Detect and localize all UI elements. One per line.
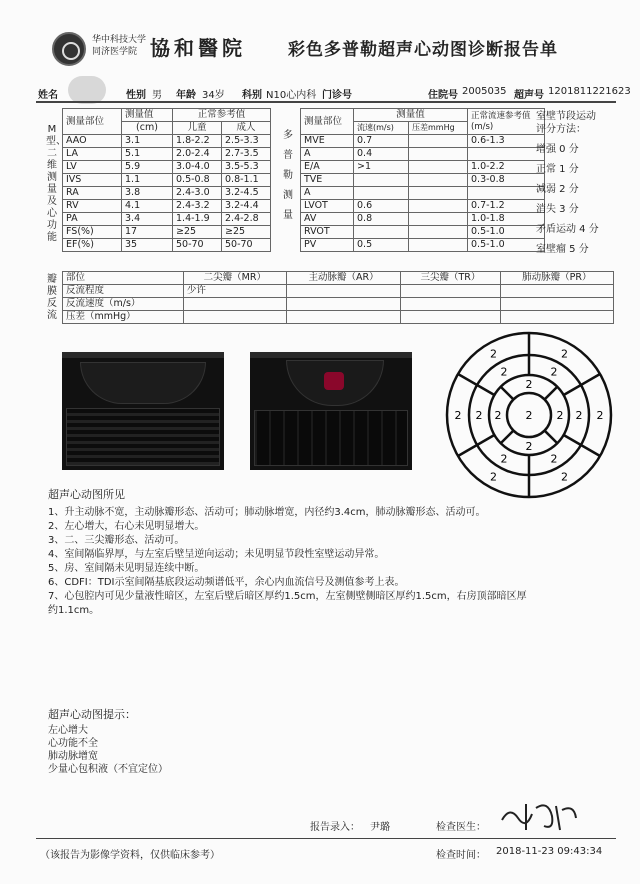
report-header <box>52 28 612 72</box>
table-cell: 2.7-3.5 <box>222 148 271 161</box>
table-cell: 0.5-0.8 <box>173 174 222 187</box>
table-cell <box>183 298 286 311</box>
table-row <box>301 239 545 252</box>
table-cell: AV <box>301 213 354 226</box>
table-cell: 17 <box>122 226 173 239</box>
segment-score: 2 <box>525 440 533 453</box>
bullseye-divider <box>477 435 494 445</box>
table-cell: RV <box>63 200 122 213</box>
table-cell <box>500 298 613 311</box>
segment-score: 2 <box>500 452 508 466</box>
table-row <box>301 200 545 213</box>
wall-score-item: 正常 1 分 <box>536 164 579 175</box>
table-cell <box>401 298 500 311</box>
table-cell: 0.6 <box>354 200 409 213</box>
table-cell <box>354 187 409 200</box>
table-cell: 0.7 <box>354 135 409 148</box>
table-cell: FS(%) <box>63 226 122 239</box>
report-title: 彩色多普勒超声心动图诊断报告单 <box>288 40 558 60</box>
table-cell: 50-70 <box>173 239 222 252</box>
table-cell <box>183 311 286 324</box>
table-cell: 0.4 <box>354 148 409 161</box>
finding-line: 1、升主动脉不宽，主动脉瓣形态、活动可；肺动脉增宽，内径约3.4cm，肺动脉瓣形态、活动可。 <box>48 507 486 518</box>
bullseye-divider <box>458 445 477 456</box>
doctor-signature <box>496 796 582 836</box>
conclusion-line: 心功能不全 <box>48 738 98 749</box>
inpatient-number: 2005035 <box>462 86 507 97</box>
table-cell: MVE <box>301 135 354 148</box>
patient-info: 姓名 性别 男 年龄 34岁 科别 N10心内科 门诊号 住院号 2005035 超声号 1201811221623 <box>38 82 618 102</box>
table-cell: ≥25 <box>173 226 222 239</box>
table-cell: 0.8-1.1 <box>222 174 271 187</box>
table-cell <box>409 213 468 226</box>
segment-score: 2 <box>550 365 558 379</box>
visit-type: 门诊号 <box>322 90 352 101</box>
segment-score: 2 <box>525 409 533 422</box>
table-cell: 压差（mmHg） <box>63 311 184 324</box>
table-cell: AAO <box>63 135 122 148</box>
ultrasound-doppler-image <box>250 352 412 470</box>
wall-score-item: 矛盾运动 4 分 <box>536 224 599 235</box>
table-cell: 1.8-2.2 <box>173 135 222 148</box>
table-cell: 2.4-3.2 <box>173 200 222 213</box>
segment-score: 2 <box>490 347 497 361</box>
table-cell <box>409 187 468 200</box>
bullseye-divider <box>458 374 477 385</box>
table-cell: LVOT <box>301 200 354 213</box>
table-row <box>63 148 271 161</box>
table-cell <box>409 226 468 239</box>
table-cell: 反流速度（m/s） <box>63 298 184 311</box>
segment-score: 2 <box>475 409 483 422</box>
table-cell <box>409 161 468 174</box>
table-cell: EF(%) <box>63 239 122 252</box>
conclusion-title: 超声心动图提示： <box>48 708 136 721</box>
table-cell: 1.0-2.2 <box>468 161 545 174</box>
table-row <box>301 148 545 161</box>
table-header: 主动脉瓣（AR） <box>286 272 400 285</box>
table-row <box>301 187 545 200</box>
table-cell <box>286 285 400 298</box>
table-cell <box>500 285 613 298</box>
table-cell: LV <box>63 161 122 174</box>
conclusion-line: 少量心包积液（不宜定位） <box>48 764 168 775</box>
table-cell: PV <box>301 239 354 252</box>
table-row <box>63 298 614 311</box>
table-row <box>63 200 271 213</box>
finding-line: 6、CDFI：TDI示室间隔基底段运动频谱低平，余心内血流信号及测值参考上表。 <box>48 577 405 588</box>
table-cell: 2.5-3.3 <box>222 135 271 148</box>
table-cell <box>409 239 468 252</box>
recorder-name: 尹璐 <box>370 822 390 833</box>
table-row <box>301 135 545 148</box>
table-header: 肺动脉瓣（PR） <box>500 272 613 285</box>
wall-score-item: 减弱 2 分 <box>536 184 579 195</box>
table-cell: 0.3-0.8 <box>468 174 545 187</box>
findings-title: 超声心动图所见 <box>48 488 125 501</box>
table-cell: 5.1 <box>122 148 173 161</box>
table-cell: 0.5-1.0 <box>468 239 545 252</box>
bullseye-divider <box>501 431 514 444</box>
segment-score: 2 <box>454 409 462 422</box>
segment-score: 2 <box>500 365 508 379</box>
table-cell <box>409 174 468 187</box>
table-row <box>63 285 614 298</box>
conclusion-line: 左心增大 <box>48 725 88 736</box>
table-cell: 2.4-3.0 <box>173 187 222 200</box>
table-header: 部位 <box>63 272 184 285</box>
table-cell <box>468 148 545 161</box>
bullseye-divider <box>545 431 558 444</box>
table-cell <box>286 298 400 311</box>
table-cell: 3.4 <box>122 213 173 226</box>
table-cell <box>468 187 545 200</box>
table-row <box>63 311 614 324</box>
table-row <box>301 226 545 239</box>
university-name: 华中科技大学 同济医学院 <box>92 35 147 57</box>
table-cell: 3.5-5.3 <box>222 161 271 174</box>
table-row <box>63 174 271 187</box>
wall-motion-scoring: 室壁节段运动 评分方法： 增强 0 分 正常 1 分 减弱 2 分 消失 3 分 矛盾运动 4 分 室壁瘤 5 分 <box>536 110 599 260</box>
bullseye-segment-diagram <box>444 330 614 500</box>
table-cell: 2.0-2.4 <box>173 148 222 161</box>
table-row <box>63 187 271 200</box>
table-cell: 0.5-1.0 <box>468 226 545 239</box>
table-cell: LA <box>63 148 122 161</box>
segment-score: 2 <box>550 452 558 466</box>
table-cell: 0.5 <box>354 239 409 252</box>
dept-value: N10心内科 <box>266 90 317 101</box>
table-cell <box>409 148 468 161</box>
table-cell: 1.1 <box>122 174 173 187</box>
table-cell: 3.0-4.0 <box>173 161 222 174</box>
table-cell <box>409 200 468 213</box>
table-cell <box>401 285 500 298</box>
table-cell: RA <box>63 187 122 200</box>
table-header: 三尖瓣（TR） <box>401 272 500 285</box>
doppler-side-label: 多普勒测量 <box>283 130 293 221</box>
table-cell <box>354 174 409 187</box>
table-cell <box>401 311 500 324</box>
table-cell: RVOT <box>301 226 354 239</box>
table-cell: 4.1 <box>122 200 173 213</box>
finding-line: 约1.1cm。 <box>48 605 100 616</box>
table-row <box>63 161 271 174</box>
table-cell: 0.6-1.3 <box>468 135 545 148</box>
segment-score: 2 <box>556 409 564 422</box>
conclusion-line: 肺动脉增宽 <box>48 751 98 762</box>
divider <box>36 101 616 103</box>
table-cell: 3.2-4.5 <box>222 187 271 200</box>
table-cell: 5.9 <box>122 161 173 174</box>
ultrasound-number: 1201811221623 <box>548 86 631 97</box>
table-cell: TVE <box>301 174 354 187</box>
valve-table <box>62 271 614 324</box>
table-cell <box>409 135 468 148</box>
ultrasound-mmode-image <box>62 352 224 470</box>
table-cell <box>354 226 409 239</box>
table-cell: 反流程度 <box>63 285 184 298</box>
table-row <box>301 213 545 226</box>
table-cell: 3.8 <box>122 187 173 200</box>
segment-score: 2 <box>575 409 583 422</box>
segment-score: 2 <box>596 409 604 422</box>
redacted-name <box>68 76 106 104</box>
finding-line: 3、二、三尖瓣形态、活动可。 <box>48 535 185 546</box>
segment-score: 2 <box>490 470 497 484</box>
table-cell: E/A <box>301 161 354 174</box>
wall-score-item: 室壁瘤 5 分 <box>536 244 589 255</box>
wall-score-item: 增强 0 分 <box>536 144 579 155</box>
bullseye-divider <box>477 385 494 395</box>
wall-score-item: 消失 3 分 <box>536 204 579 215</box>
table-cell: 35 <box>122 239 173 252</box>
table-header: 二尖瓣（MR） <box>183 272 286 285</box>
findings-section <box>48 488 618 618</box>
table-cell: >1 <box>354 161 409 174</box>
segment-score: 2 <box>561 347 568 361</box>
doctor-label: 检查医生： <box>436 822 486 833</box>
table-row <box>63 135 271 148</box>
table-cell: 少许 <box>183 285 286 298</box>
segment-score: 2 <box>525 378 533 391</box>
table-cell: 50-70 <box>222 239 271 252</box>
valve-side-label: 瓣膜反流 <box>47 274 57 321</box>
table-cell: 0.7-1.2 <box>468 200 545 213</box>
footer-divider <box>36 838 616 839</box>
recorder-label: 报告录入： <box>310 822 360 833</box>
bullseye-divider <box>564 435 581 445</box>
hospital-logo-icon <box>52 32 86 66</box>
segment-score: 2 <box>561 470 568 484</box>
table-cell <box>286 311 400 324</box>
table-row <box>301 174 545 187</box>
table-cell: IVS <box>63 174 122 187</box>
bullseye-divider <box>564 385 581 395</box>
bullseye-divider <box>581 374 600 385</box>
hospital-name: 協和醫院 <box>150 36 246 60</box>
table-cell: 3.1 <box>122 135 173 148</box>
table-cell: 3.2-4.4 <box>222 200 271 213</box>
table-row <box>63 226 271 239</box>
bullseye-divider <box>581 445 600 456</box>
table-row <box>301 161 545 174</box>
segment-score: 2 <box>494 409 502 422</box>
finding-line: 7、心包腔内可见少量液性暗区，左室后壁后暗区厚约1.5cm，左室侧壁侧暗区厚约1.5cm，右房顶部暗区厚 <box>48 591 527 602</box>
bullseye-divider <box>501 387 514 400</box>
finding-line: 2、左心增大，右心未见明显增大。 <box>48 521 205 532</box>
finding-line: 5、房、室间隔未见明显连续中断。 <box>48 563 205 574</box>
conclusion-section <box>48 708 168 776</box>
mmode-side-label: M型、二维测量及心功能 <box>46 124 66 243</box>
footer-note: （该报告为影像学资料，仅供临床参考） <box>40 850 220 861</box>
table-cell: 1.4-1.9 <box>173 213 222 226</box>
table-cell: 0.8 <box>354 213 409 226</box>
exam-time-label: 检查时间： <box>436 850 486 861</box>
table-row <box>63 239 271 252</box>
finding-line: 4、室间隔临界厚，与左室后壁呈逆向运动；未见明显节段性室壁运动异常。 <box>48 549 385 560</box>
mmode-table: 测量部位 测量值 正常参考值 (cm) 儿童 成人 AAO 3.1 1.8-2.2 2.5-3.3 LA 5.1 2.0-2.4 2.7-3.5 LV 5.9 3.0-4.0 3.5-5.3 IVS 1.1 0.5-0.8 0.8-1.1 RA 3.8 2.4-3.0 3.2-4.5 RV 4.1 2.4-3.2 3.2-4.4 PA 3.4 1.4-1.9 2.4-2.8 FS(%) 17 ≥25 ≥25 EF(%) 35 50-70 50-70 <box>62 108 271 252</box>
table-cell: A <box>301 187 354 200</box>
table-cell: PA <box>63 213 122 226</box>
table-cell: 1.0-1.8 <box>468 213 545 226</box>
table-cell: ≥25 <box>222 226 271 239</box>
table-cell <box>500 311 613 324</box>
bullseye-divider <box>545 387 558 400</box>
table-row <box>63 272 614 285</box>
table-cell: 2.4-2.8 <box>222 213 271 226</box>
doppler-table: 测量部位 测量值 正常流速参考值(m/s) 流速(m/s) 压差mmHg MVE 0.7 0.6-1.3 A 0.4 E/A >1 1.0-2.2 TVE 0.3-0.8 A LVOT 0.6 0.7-1.2 AV 0.8 1.0-1.8 RVOT 0.5-1.0 PV 0.5 0.5-1.0 <box>300 108 545 252</box>
age-value: 34岁 <box>202 90 225 101</box>
table-cell: A <box>301 148 354 161</box>
table-row <box>63 213 271 226</box>
sex-value: 男 <box>152 90 162 101</box>
exam-time: 2018-11-23 09:43:34 <box>496 846 603 857</box>
